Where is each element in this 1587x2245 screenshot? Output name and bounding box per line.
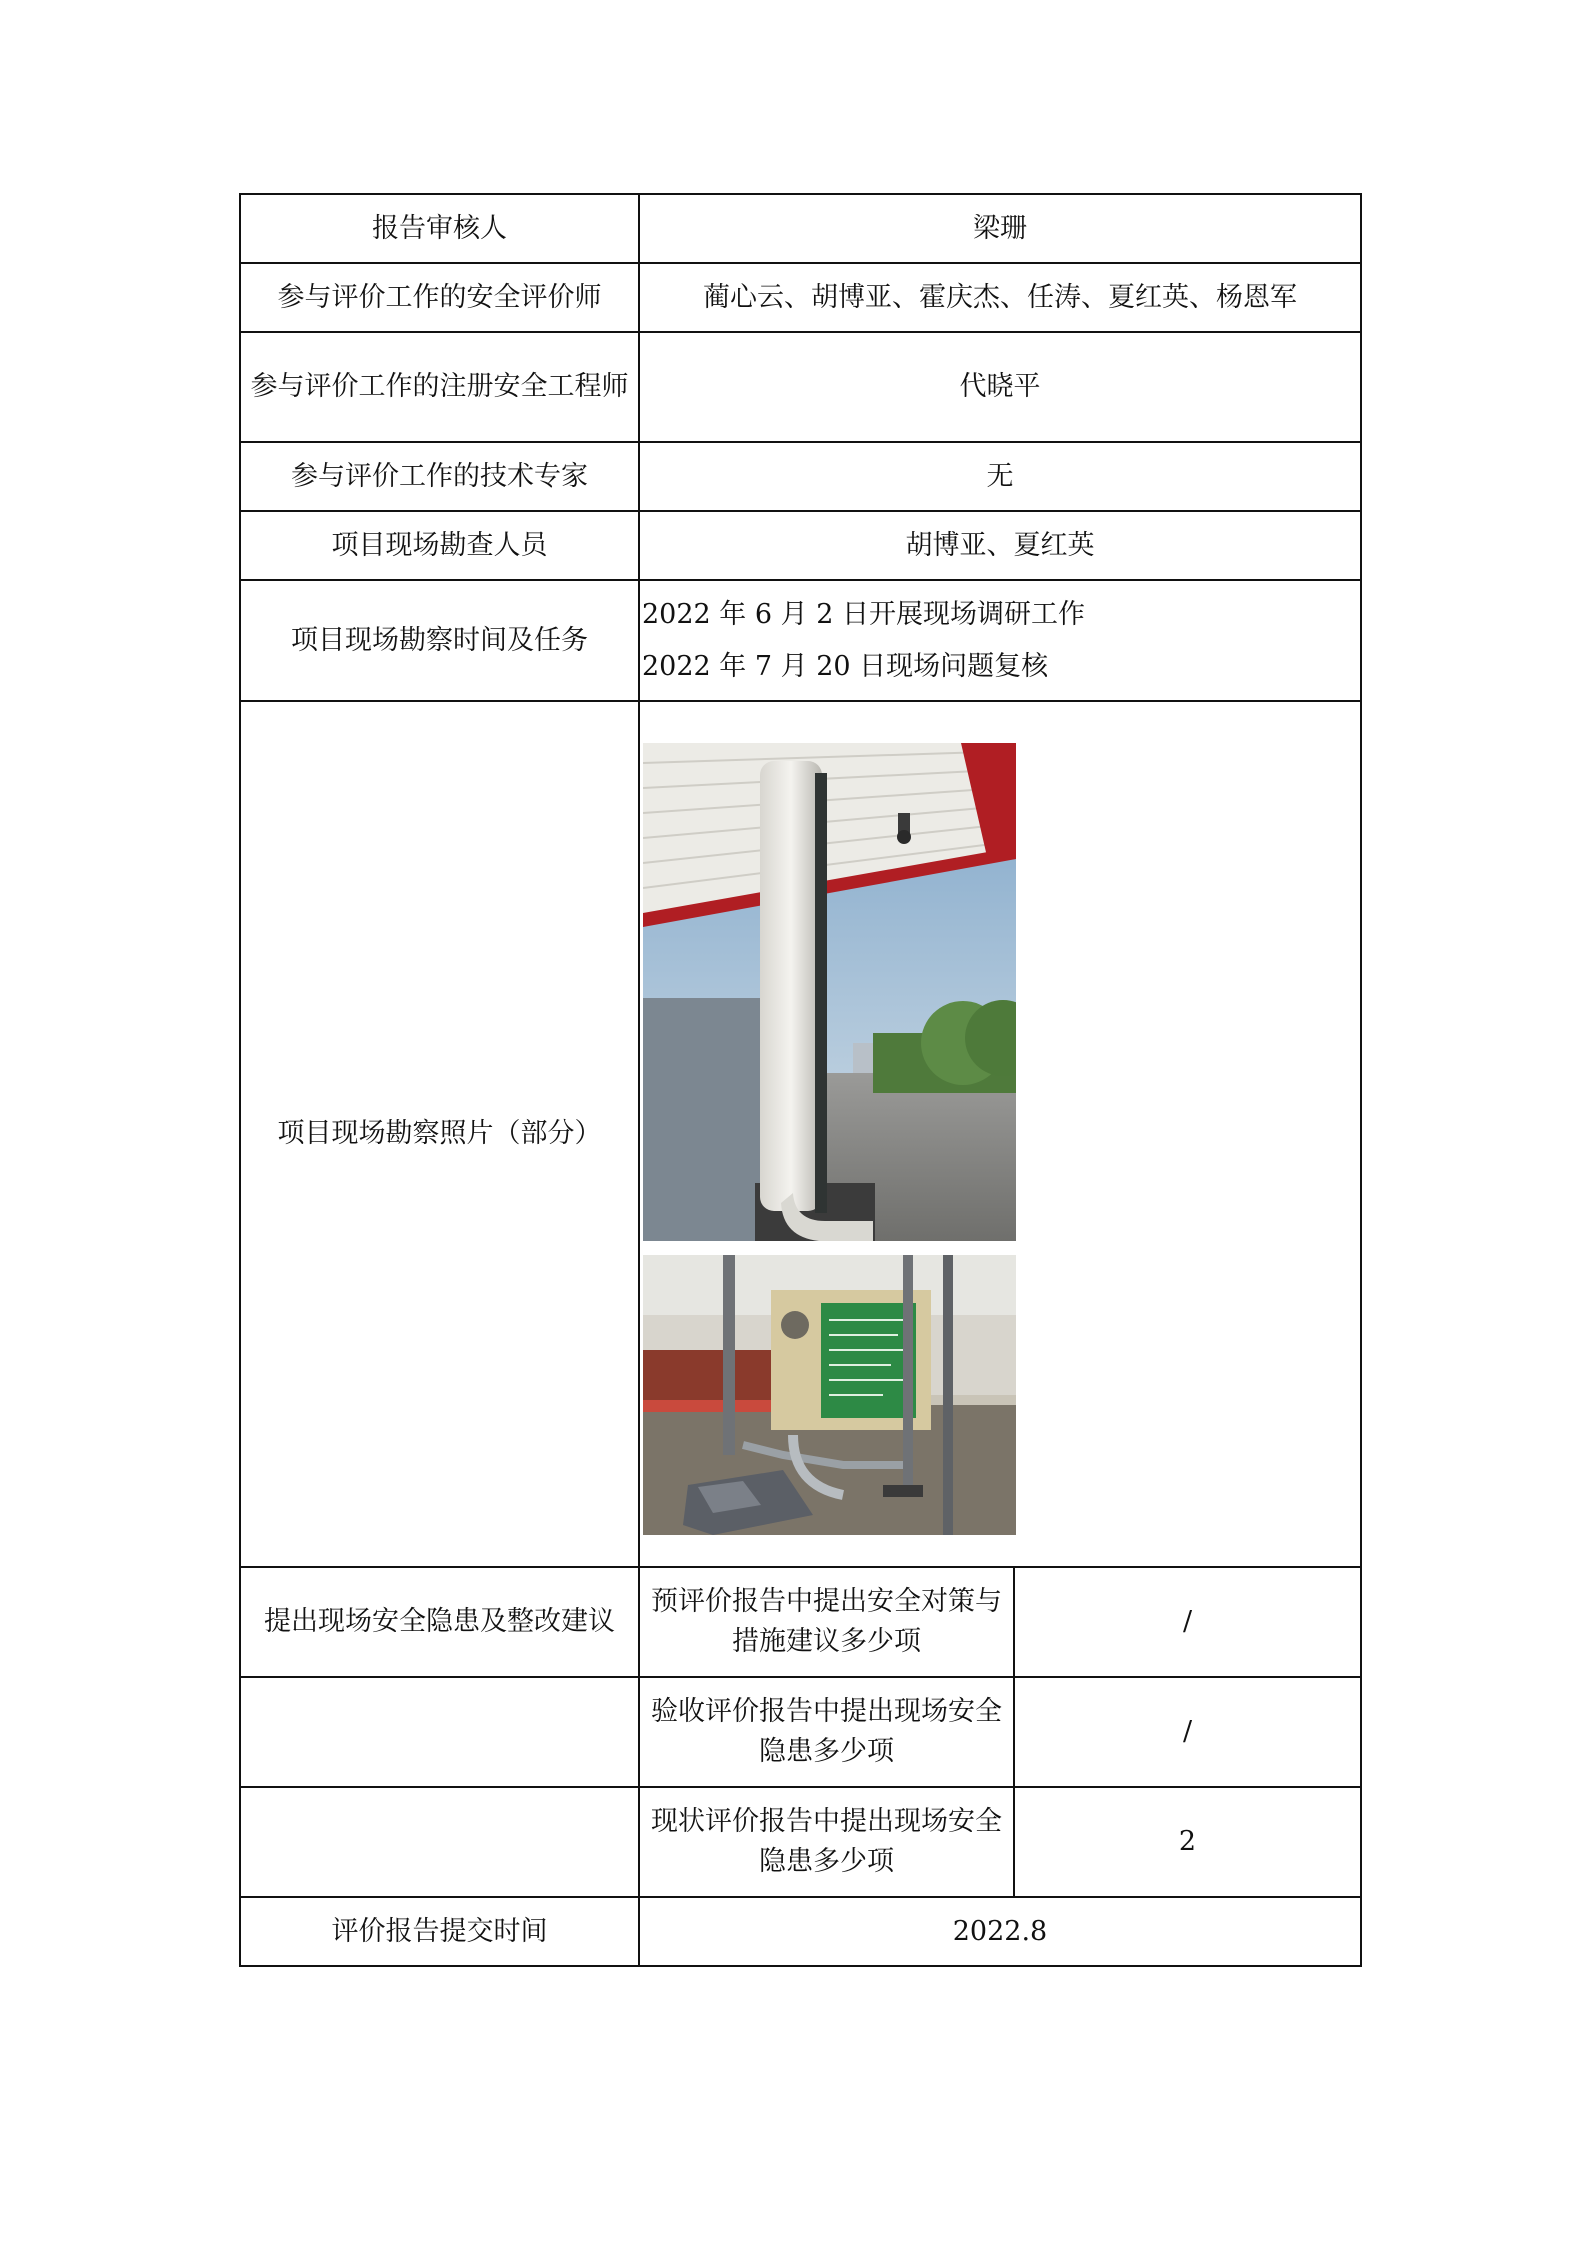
survey-task-line-1: 2022 年 6 月 2 日开展现场调研工作	[642, 598, 1085, 630]
evaluation-info-table	[239, 193, 1362, 1967]
row-site-surveyors	[240, 511, 1361, 580]
row-technical-experts	[240, 442, 1361, 511]
survey-task-line-2: 2022 年 7 月 20 日现场问题复核	[642, 650, 1049, 682]
gas-station-canopy-column-photo	[643, 743, 1016, 1241]
row-hazard-acceptance	[240, 1677, 1361, 1787]
site-surveyors-value: 胡博亚、夏红英	[639, 511, 1361, 580]
reviewer-label: 报告审核人	[240, 194, 639, 263]
submit-time-value: 2022.8	[639, 1897, 1361, 1966]
row-reviewer	[240, 194, 1361, 263]
row-registered-engineer	[240, 332, 1361, 442]
row-hazard-pre-evaluation	[240, 1567, 1361, 1677]
row-safety-evaluators	[240, 263, 1361, 332]
registered-engineer-label: 参与评价工作的注册安全工程师	[240, 332, 639, 442]
registered-engineer-value: 代晓平	[639, 332, 1361, 442]
safety-evaluators-value: 蔺心云、胡博亚、霍庆杰、任涛、夏红英、杨恩军	[639, 263, 1361, 332]
hazard-value-1: /	[1014, 1567, 1361, 1677]
gas-equipment-cabinet-photo	[643, 1255, 1016, 1535]
technical-experts-label: 参与评价工作的技术专家	[240, 442, 639, 511]
hazard-value-2: /	[1014, 1677, 1361, 1787]
site-photos-label: 项目现场勘察照片（部分）	[240, 701, 639, 1567]
survey-time-value	[639, 580, 1361, 701]
survey-time-label: 项目现场勘察时间及任务	[240, 580, 639, 701]
hazards-empty-cell-1	[240, 1677, 639, 1787]
hazards-empty-cell-2	[240, 1787, 639, 1897]
row-hazard-status	[240, 1787, 1361, 1897]
technical-experts-value: 无	[639, 442, 1361, 511]
site-photos-cell	[639, 701, 1361, 1567]
submit-time-label: 评价报告提交时间	[240, 1897, 639, 1966]
hazards-label: 提出现场安全隐患及整改建议	[240, 1567, 639, 1677]
row-site-photos	[240, 701, 1361, 1567]
site-surveyors-label: 项目现场勘查人员	[240, 511, 639, 580]
hazard-question-2: 验收评价报告中提出现场安全隐患多少项	[639, 1677, 1014, 1787]
reviewer-value: 梁珊	[639, 194, 1361, 263]
row-survey-time	[240, 580, 1361, 701]
safety-evaluators-label: 参与评价工作的安全评价师	[240, 263, 639, 332]
hazard-question-3: 现状评价报告中提出现场安全隐患多少项	[639, 1787, 1014, 1897]
hazard-question-1: 预评价报告中提出安全对策与措施建议多少项	[639, 1567, 1014, 1677]
hazard-value-3: 2	[1014, 1787, 1361, 1897]
row-submit-time	[240, 1897, 1361, 1966]
